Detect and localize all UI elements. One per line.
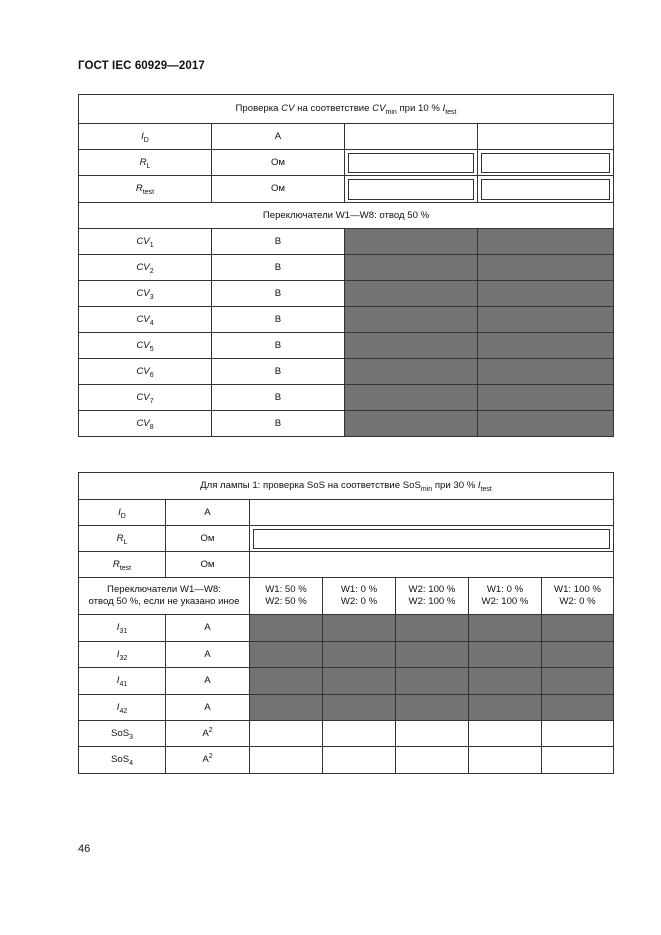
param-unit: А [212,124,345,150]
sos-unit: $А^2$ [166,721,250,747]
cv-symbol: $CV_3$ [79,281,212,307]
table-row [79,411,614,437]
current-unit: А [166,668,250,695]
cv-unit: В [212,411,345,437]
shaded-cell [345,281,478,307]
table-row [79,176,614,203]
switch-header-row [79,578,614,615]
table-row [79,385,614,411]
sos-unit: $А^2$ [166,747,250,774]
value-cell[interactable] [250,552,614,578]
value-cell[interactable] [396,721,469,747]
param-symbol: $R_{test}$ [79,176,212,203]
cv-symbol: $CV_1$ [79,229,212,255]
shaded-cell [345,411,478,437]
current-unit: А [166,695,250,721]
shaded-cell [478,411,614,437]
cv-symbol: $CV_2$ [79,255,212,281]
shaded-cell [478,359,614,385]
cv-symbol: $CV_8$ [79,411,212,437]
table-row [79,307,614,333]
table-row [79,642,614,668]
param-unit: Ом [166,526,250,552]
shaded-cell [478,229,614,255]
switch-column-header: W1: 50 % W2: 50 % [250,578,323,615]
shaded-cell [396,615,469,642]
cv-unit: В [212,333,345,359]
table-row [79,615,614,642]
value-cell[interactable] [478,176,614,203]
table-row [79,552,614,578]
shaded-cell [323,615,396,642]
value-cell[interactable] [250,526,614,552]
value-cell[interactable] [250,721,323,747]
current-symbol: $I_{42}$ [79,695,166,721]
cv-symbol: $CV_7$ [79,385,212,411]
param-symbol: $I_D$ [79,500,166,526]
shaded-cell [478,281,614,307]
table-row [79,695,614,721]
shaded-cell [323,695,396,721]
switch-column-header: W1: 100 % W2: 0 % [542,578,614,615]
value-cell[interactable] [469,747,542,774]
shaded-cell [250,668,323,695]
shaded-cell [542,615,614,642]
table-row [79,359,614,385]
value-cell[interactable] [323,747,396,774]
shaded-cell [345,307,478,333]
cv-table-title: Проверка CV на соответствие $CV_{min}$ при 10 % $I_{test}$ [79,95,614,124]
shaded-cell [250,642,323,668]
table-row [79,281,614,307]
table-row [79,500,614,526]
sos-test-table [78,472,614,774]
table-row [79,150,614,176]
value-cell[interactable] [542,747,614,774]
current-unit: А [166,615,250,642]
param-unit: Ом [212,150,345,176]
shaded-cell [345,359,478,385]
current-symbol: $I_{41}$ [79,668,166,695]
value-cell[interactable] [345,176,478,203]
shaded-cell [396,642,469,668]
shaded-cell [542,642,614,668]
shaded-cell [478,333,614,359]
shaded-cell [469,642,542,668]
param-symbol: $R_L$ [79,150,212,176]
value-cell[interactable] [323,721,396,747]
table-row [79,124,614,150]
shaded-cell [478,307,614,333]
sos-symbol: SoS$_3$ [79,721,166,747]
table-row [79,526,614,552]
sos-table-title: Для лампы 1: проверка SoS на соответствие SoS$_{min}$ при 30 % $I_{test}$ [79,473,614,500]
value-cell[interactable] [478,150,614,176]
param-unit: А [166,500,250,526]
current-unit: А [166,642,250,668]
shaded-cell [542,668,614,695]
cv-unit: В [212,281,345,307]
current-symbol: $I_{31}$ [79,615,166,642]
shaded-cell [469,668,542,695]
shaded-cell [345,333,478,359]
value-cell[interactable] [542,721,614,747]
shaded-cell [396,695,469,721]
shaded-cell [323,668,396,695]
table-row [79,747,614,774]
sos-symbol: SoS$_4$ [79,747,166,774]
param-symbol: $I_D$ [79,124,212,150]
cv-unit: В [212,307,345,333]
table-row [79,668,614,695]
table-row [79,229,614,255]
cv-test-table [78,94,614,437]
switch-column-header: W1: 0 % W2: 0 % [323,578,396,615]
switch-column-header: W1: 0 % W2: 100 % [469,578,542,615]
cv-symbol: $CV_6$ [79,359,212,385]
cv-symbol: $CV_4$ [79,307,212,333]
value-cell[interactable] [250,747,323,774]
param-unit: Ом [166,552,250,578]
cv-symbol: $CV_5$ [79,333,212,359]
switch-column-header: W2: 100 % W2: 100 % [396,578,469,615]
value-cell[interactable] [478,124,614,150]
param-symbol: $R_L$ [79,526,166,552]
param-symbol: $R_{test}$ [79,552,166,578]
value-cell[interactable] [396,747,469,774]
value-cell[interactable] [345,124,478,150]
switch-section-label: Переключатели W1—W8: отвод 50 % [79,203,614,229]
cv-unit: В [212,359,345,385]
shaded-cell [478,255,614,281]
table-row [79,721,614,747]
shaded-cell [478,385,614,411]
document-header: ГОСТ IEC 60929—2017 [78,60,205,72]
table-row [79,333,614,359]
value-cell[interactable] [345,150,478,176]
switch-label: Переключатели W1—W8: отвод 50 %, если не указано иное [79,578,250,615]
shaded-cell [250,615,323,642]
shaded-cell [469,615,542,642]
shaded-cell [396,668,469,695]
shaded-cell [542,695,614,721]
cv-unit: В [212,229,345,255]
value-cell[interactable] [469,721,542,747]
shaded-cell [469,695,542,721]
cv-unit: В [212,385,345,411]
shaded-cell [250,695,323,721]
shaded-cell [345,385,478,411]
param-unit: Ом [212,176,345,203]
current-symbol: $I_{32}$ [79,642,166,668]
shaded-cell [323,642,396,668]
table-row [79,255,614,281]
shaded-cell [345,255,478,281]
value-cell[interactable] [250,500,614,526]
shaded-cell [345,229,478,255]
page-number: 46 [78,843,91,855]
cv-unit: В [212,255,345,281]
